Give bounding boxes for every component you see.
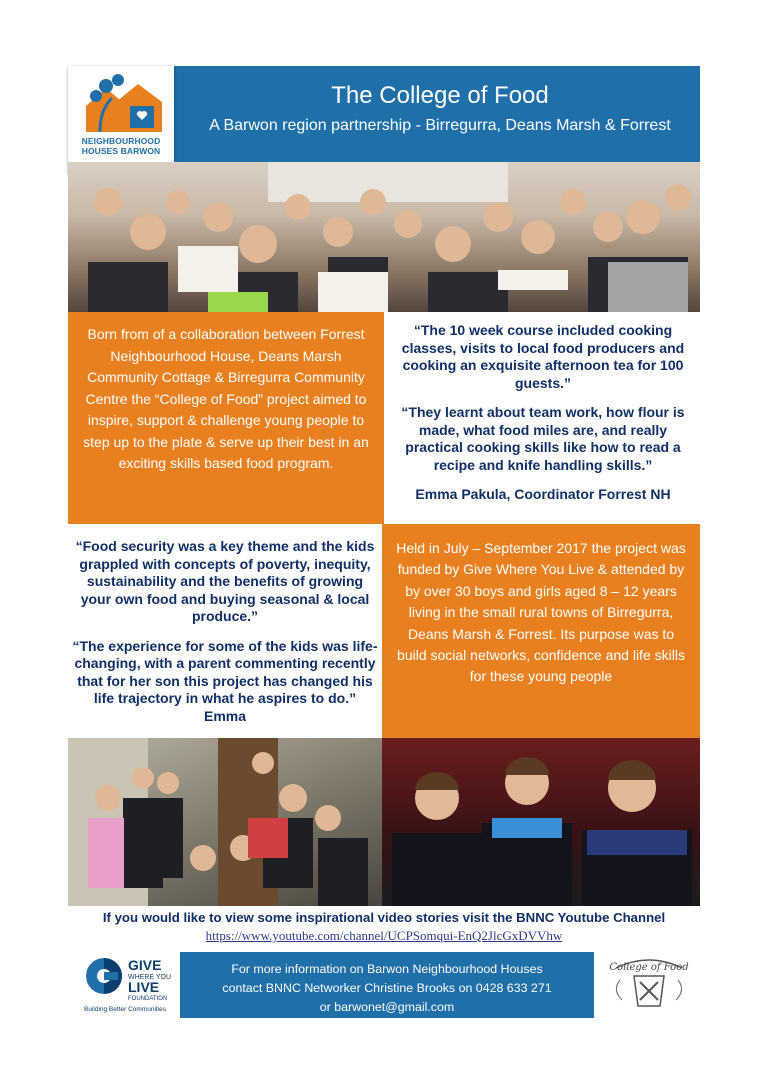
live-text: LIVE xyxy=(128,979,160,995)
page-subtitle: A Barwon region partnership - Birregurra, Deans Marsh & Forrest xyxy=(209,117,671,134)
logo-text-line2: HOUSES BARWON xyxy=(81,146,161,156)
youtube-cta: If you would like to view some inspirational video stories visit the BNNC Youtube Channel xyxy=(102,910,666,925)
intro-panel xyxy=(68,312,384,524)
house-tree-icon xyxy=(76,72,166,136)
quotes-left-column xyxy=(72,538,378,737)
group-photo-top xyxy=(68,162,700,312)
quote-course: “The 10 week course included cooking classes, visits to local food producers and cooking an exquisite afternoon tea for 100 guests.” xyxy=(401,322,685,391)
tagline-text: Building Better Communities xyxy=(84,1006,167,1013)
contact-line1: For more information on Barwon Neighbourhood Houses xyxy=(231,962,543,976)
quote-attribution: Emma Pakula, Coordinator Forrest NH xyxy=(415,486,671,502)
intro-text: Born from of a collaboration between Forrest Neighbourhood House, Deans Marsh Community Cottage & Birregurra Community Centre the “College of Food” project aimed to inspire, support & challenge young people to step up to the plate & serve up their best in an exciting skills based food program. xyxy=(83,326,369,471)
group-photo-bottom-left xyxy=(68,738,382,906)
crossed-utensils-icon xyxy=(640,982,658,1000)
cof-logo-text: College of Food xyxy=(609,962,689,973)
college-of-food-logo xyxy=(606,950,692,1014)
contact-panel xyxy=(180,952,594,1018)
youtube-link[interactable]: https://www.youtube.com/channel/UCPSomqui-EnQ2JlcGxDVVhw xyxy=(205,928,563,943)
page-title: The College of Food xyxy=(331,82,549,109)
logo-text-line1: NEIGHBOURHOOD xyxy=(81,136,161,146)
give-where-you-live-logo xyxy=(84,954,176,1014)
foundation-text: FOUNDATION xyxy=(128,996,168,1002)
quote-skills: “They learnt about team work, how flour is made, what food miles are, and really practical cooking skills like how to read a recipe and knife handling skills.” xyxy=(401,404,685,473)
contact-line3: or barwonet@gmail.com xyxy=(319,1000,455,1014)
quote-food-security: “Food security was a key theme and the kids grappled with concepts of poverty, inequity, sustainability and the benefits of growing your own food and buying seasonal & local produce.” xyxy=(75,538,375,624)
quotes-right-column xyxy=(390,322,696,516)
quote-experience: “The experience for some of the kids was life-changing, with a parent commenting recently that for her son this project has changed his life trajectory in what he aspires to do.” Emma xyxy=(72,637,378,724)
group-photo-bottom-right xyxy=(382,738,700,906)
give-text: GIVE xyxy=(128,957,162,973)
contact-line2: contact BNNC Networker Christine Brooks on 0428 633 271 xyxy=(222,981,552,995)
details-text: Held in July – September 2017 the project was funded by Give Where You Live & attended by by over 30 boys and girls aged 8 – 12 years living in the small rural towns of Birregurra, Deans Marsh & Forrest. Its purpose was to build social networks, confidence and life skills for these young people xyxy=(396,540,686,685)
details-panel xyxy=(382,524,700,738)
neighbourhood-houses-logo xyxy=(68,66,174,174)
where-you-text: WHERE YOU xyxy=(128,974,172,981)
